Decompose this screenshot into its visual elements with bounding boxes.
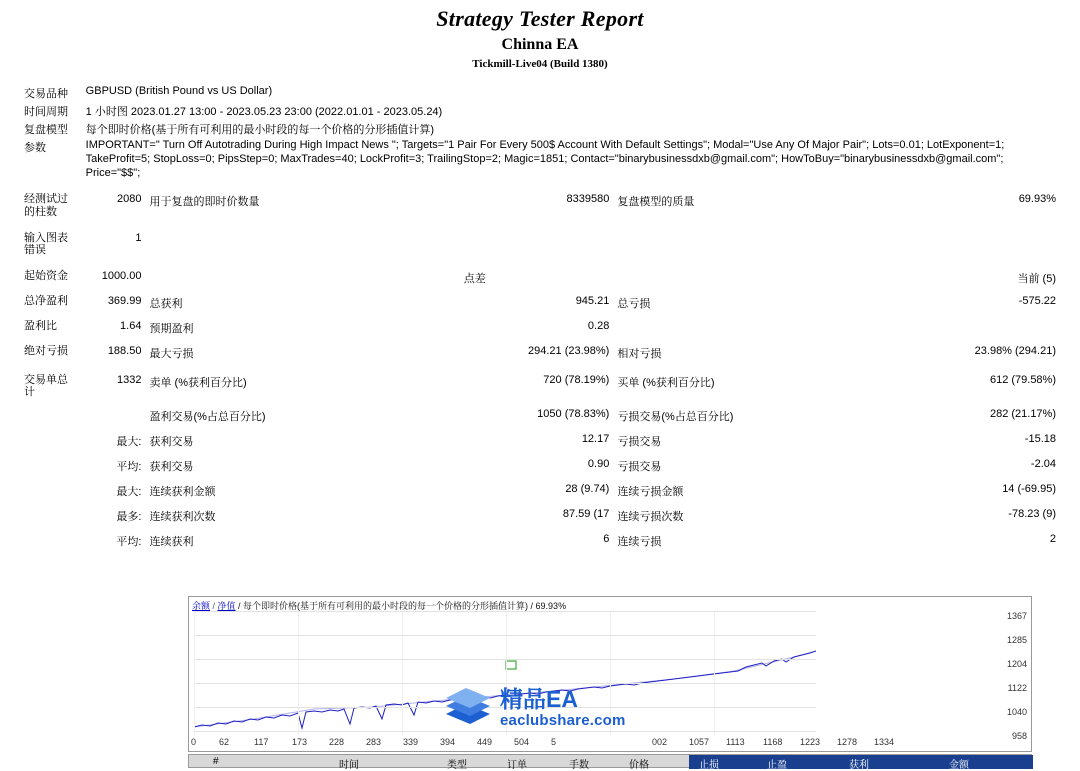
average-label: 平均: bbox=[116, 461, 142, 474]
row-avg-cons bbox=[20, 532, 1060, 550]
row-most-cons bbox=[20, 507, 1060, 525]
avg-cons-wins-label: 连续获利 bbox=[149, 536, 194, 549]
watermark-main: 精品EA bbox=[500, 686, 578, 713]
books-icon bbox=[442, 684, 494, 732]
largest-loss-label: 亏损交易 bbox=[617, 436, 662, 449]
row-largest bbox=[20, 432, 1060, 450]
col-tp[interactable]: 止盈 bbox=[767, 760, 787, 771]
row-net-profit bbox=[20, 294, 1060, 312]
model-label: 复盘模型 bbox=[24, 124, 68, 136]
largest-profit-value: 12.17 bbox=[581, 433, 610, 446]
profit-factor-value: 1.64 bbox=[120, 319, 142, 332]
spread-value: 当前 (5) bbox=[1017, 272, 1056, 285]
col-profit[interactable]: 获利 bbox=[849, 760, 869, 771]
x-label-4: 228 bbox=[329, 737, 345, 747]
errors-label: 输入图表错误 bbox=[24, 231, 68, 257]
profit-trades-label: 盈利交易(%占总百分比) bbox=[149, 411, 266, 424]
symbol-label: 交易品种 bbox=[24, 88, 68, 100]
symbol-value: GBPUSD (British Pound vs US Dollar) bbox=[85, 85, 273, 97]
report-body bbox=[0, 70, 1080, 550]
page-title: Strategy Tester Report bbox=[436, 6, 644, 31]
server-build: Tickmill-Live04 (Build 1380) bbox=[472, 58, 608, 70]
col-sl[interactable]: 止损 bbox=[699, 760, 719, 771]
avg-label: 平均: bbox=[116, 536, 142, 549]
average-loss-value: -2.04 bbox=[1030, 458, 1056, 471]
watermark-sub: eaclubshare.com bbox=[500, 711, 626, 729]
x-label-9: 504 bbox=[514, 737, 530, 747]
initial-deposit-value: 1000.00 bbox=[101, 269, 142, 282]
row-period bbox=[20, 102, 1060, 120]
y-label-0: 1367 bbox=[1006, 611, 1027, 621]
y-label-5: 958 bbox=[1011, 731, 1027, 741]
loss-trades-value: 282 (21.17%) bbox=[989, 408, 1056, 421]
avg-cons-losses-label: 连续亏损 bbox=[617, 536, 662, 549]
largest-label: 最大: bbox=[116, 436, 142, 449]
row-profit-factor bbox=[20, 319, 1060, 337]
x-label-16: 1278 bbox=[837, 737, 858, 747]
report-header bbox=[0, 0, 1080, 70]
average-profit-value: 0.90 bbox=[587, 458, 610, 471]
bars-label: 经测试过的柱数 bbox=[24, 193, 68, 218]
largest-profit-label: 获利交易 bbox=[149, 436, 194, 449]
avg-cons-wins-value: 6 bbox=[603, 533, 610, 546]
col-index[interactable]: # bbox=[213, 756, 219, 767]
gross-profit-value: 945.21 bbox=[575, 294, 610, 307]
most-label: 最多: bbox=[116, 511, 142, 524]
y-label-2: 1204 bbox=[1006, 659, 1027, 669]
average-profit-label: 获利交易 bbox=[149, 461, 194, 474]
row-errors bbox=[20, 231, 1060, 258]
long-label: 买单 (%获利百分比) bbox=[617, 376, 715, 389]
deals-table-header bbox=[188, 754, 1032, 771]
period-value: 1 小时图 2023.01.27 13:00 - 2023.05.23 23:00 (2022.01.01 - 2023.05.24) bbox=[85, 106, 443, 118]
x-label-6: 339 bbox=[403, 737, 419, 747]
ticks-label: 用于复盘的即时价数量 bbox=[149, 196, 260, 209]
x-label-5: 283 bbox=[366, 737, 382, 747]
row-bars bbox=[20, 192, 1060, 219]
legend-model: / 每个即时价格(基于所有可利用的最小时段的每一个价格的分形插值计算) / 69.93% bbox=[235, 601, 567, 611]
x-label-17: 1334 bbox=[874, 737, 895, 747]
row-max-cons bbox=[20, 482, 1060, 500]
gross-loss-label: 总亏损 bbox=[617, 297, 651, 310]
row-model bbox=[20, 120, 1060, 138]
x-label-10: 5 bbox=[551, 737, 557, 747]
x-label-8: 449 bbox=[477, 737, 493, 747]
abs-drawdown-label: 绝对亏损 bbox=[24, 344, 68, 357]
short-label: 卖单 (%获利百分比) bbox=[149, 376, 247, 389]
row-initial-deposit bbox=[20, 269, 1060, 287]
y-label-1: 1285 bbox=[1006, 635, 1027, 645]
legend-equity[interactable]: 净值 bbox=[217, 601, 236, 611]
x-label-1: 62 bbox=[219, 737, 230, 747]
max-cons-loss-value: -78.23 (9) bbox=[1008, 508, 1056, 521]
legend-separator: / bbox=[210, 601, 218, 611]
chart-y-axis bbox=[987, 611, 1027, 741]
max-cons-profit-label: 连续获利次数 bbox=[149, 511, 216, 524]
model-value: 每个即时价格(基于所有可利用的最小时段的每一个价格的分形插值计算) bbox=[85, 124, 434, 136]
x-label-12: 1057 bbox=[689, 737, 710, 747]
gross-loss-value: -575.22 bbox=[1018, 294, 1056, 307]
y-label-4: 1040 bbox=[1006, 707, 1027, 717]
initial-deposit-label: 起始资金 bbox=[24, 269, 68, 282]
x-label-7: 394 bbox=[440, 737, 456, 747]
max-drawdown-value: 294.21 (23.98%) bbox=[528, 344, 610, 357]
total-trades-value: 1332 bbox=[116, 373, 142, 386]
params-value: IMPORTANT=" Turn Off Autotrading During High Impact News "; Targets="1 Pair For Every 500$ Account With Default Settings"; Modal="Use Any Of Major Pair"; Lots=0.01; LotExponent=1; TakeProfit=5; StopLoss=0; PipsStep=0; MaxTrades=40; LockProfit=3; TrailingStop=2; Magic=1851; Contact="binarybusinessdxb@gmail.com"; HowToBuy="binarybusinessdxb@gmail.com"; Price="$$"; bbox=[85, 139, 1005, 179]
spread-label: 点差 bbox=[463, 272, 486, 285]
row-total-trades bbox=[20, 373, 1060, 400]
params-label: 参数 bbox=[24, 142, 46, 154]
errors-value: 1 bbox=[135, 231, 142, 244]
net-profit-value: 369.99 bbox=[107, 294, 142, 307]
max-cons-losses-label: 连续亏损金额 bbox=[617, 486, 684, 499]
row-average bbox=[20, 457, 1060, 475]
x-label-14: 1168 bbox=[763, 737, 783, 747]
col-type[interactable]: 类型 bbox=[447, 760, 467, 771]
rel-drawdown-label: 相对亏损 bbox=[617, 347, 662, 360]
average-loss-label: 亏损交易 bbox=[617, 461, 662, 474]
quality-label: 复盘模型的质量 bbox=[617, 196, 695, 209]
legend-balance[interactable]: 余额 bbox=[192, 601, 211, 611]
max-drawdown-label: 最大亏损 bbox=[149, 347, 194, 360]
bars-value: 2080 bbox=[116, 193, 142, 206]
expected-payoff-label: 预期盈利 bbox=[149, 322, 194, 335]
x-label-13: 1113 bbox=[726, 737, 745, 747]
col-time[interactable]: 时间 bbox=[339, 760, 359, 771]
x-label-15: 1223 bbox=[800, 737, 821, 747]
watermark bbox=[442, 676, 682, 740]
profit-factor-label: 盈利比 bbox=[24, 319, 57, 332]
expected-payoff-value: 0.28 bbox=[587, 319, 610, 332]
col-order[interactable]: 订单 bbox=[507, 760, 527, 771]
max-cons-wins-label: 连续获利金额 bbox=[149, 486, 216, 499]
rel-drawdown-value: 23.98% (294.21) bbox=[974, 344, 1056, 357]
x-label-2: 117 bbox=[254, 737, 269, 747]
col-amount[interactable]: 金额 bbox=[949, 760, 969, 771]
ticks-value: 8339580 bbox=[566, 193, 610, 206]
quality-value: 69.93% bbox=[1018, 193, 1056, 206]
x-label-11: 002 bbox=[652, 737, 668, 747]
max-cons-losses-value: 14 (-69.95) bbox=[1002, 483, 1056, 496]
short-value: 720 (78.19%) bbox=[543, 373, 610, 386]
total-trades-label: 交易单总计 bbox=[24, 373, 68, 399]
y-label-3: 1122 bbox=[1007, 683, 1027, 693]
max-cons-loss-label: 连续亏损次数 bbox=[617, 511, 684, 524]
period-label: 时间周期 bbox=[24, 106, 68, 118]
row-drawdown bbox=[20, 344, 1060, 362]
gross-profit-label: 总获利 bbox=[149, 297, 183, 310]
largest-loss-value: -15.18 bbox=[1024, 433, 1056, 446]
net-profit-label: 总净盈利 bbox=[24, 294, 68, 307]
col-price[interactable]: 价格 bbox=[629, 760, 649, 771]
col-lots[interactable]: 手数 bbox=[569, 760, 589, 771]
long-value: 612 (79.58%) bbox=[989, 373, 1056, 386]
row-symbol bbox=[20, 84, 1060, 102]
avg-cons-losses-value: 2 bbox=[1049, 533, 1056, 546]
loss-trades-label: 亏损交易(%占总百分比) bbox=[617, 411, 734, 424]
row-params bbox=[20, 138, 1060, 181]
profit-trades-value: 1050 (78.83%) bbox=[537, 408, 610, 421]
x-label-3: 173 bbox=[292, 737, 308, 747]
max-cons-profit-value: 87.59 (17 bbox=[562, 508, 610, 521]
x-label-0: 0 bbox=[191, 737, 197, 747]
info-table bbox=[20, 84, 1060, 550]
max-cons-wins-value: 28 (9.74) bbox=[565, 483, 610, 496]
ea-name: Chinna EA bbox=[501, 36, 579, 53]
row-profit-trades bbox=[20, 407, 1060, 425]
abs-drawdown-value: 188.50 bbox=[107, 344, 142, 357]
maximum-label: 最大: bbox=[116, 486, 142, 499]
